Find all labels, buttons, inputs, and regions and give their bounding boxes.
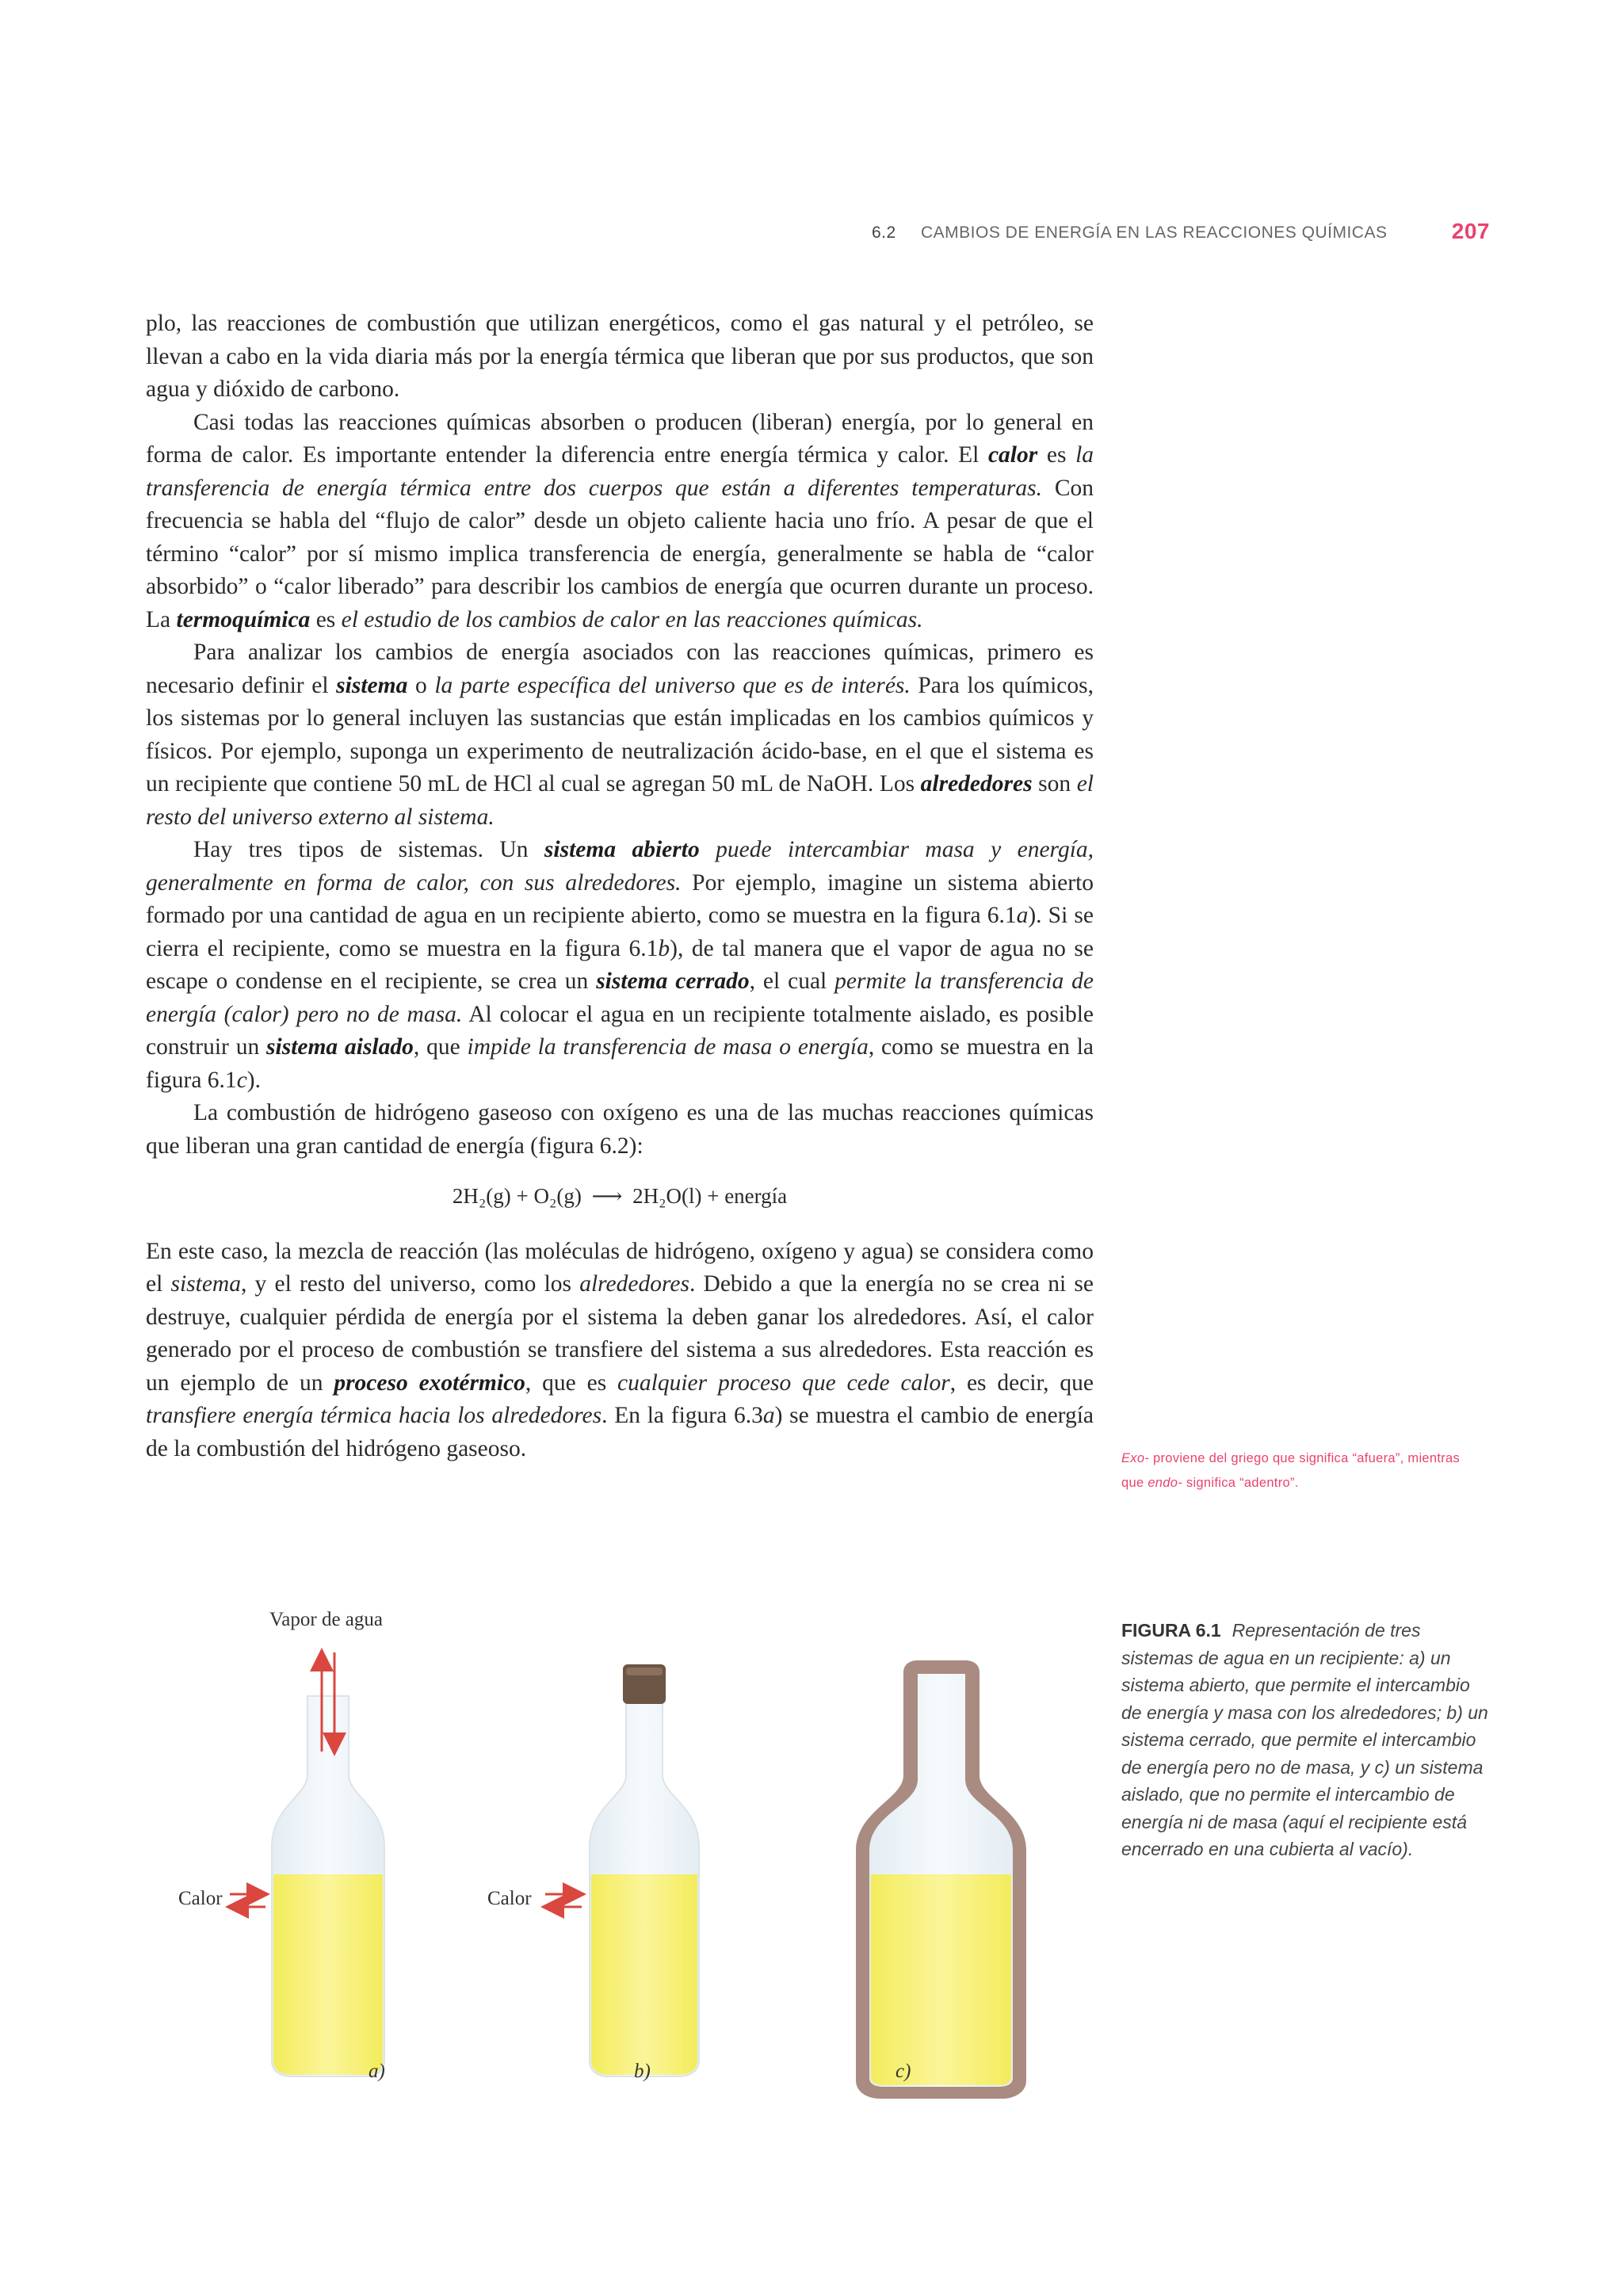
- p3c: Para los químicos, los sistemas por lo general incluyen las sustancias que están implicadas en los cambios químicos y físicos. Por ejemplo, suponga un experimento de neutralización ácido-base, en el que el sistema es un recipiente que contiene 50 mL de HCl al cual se agregan 50 mL de NaOH. Los: [146, 672, 1094, 797]
- def-exotermico-2: transfiere energía térmica hacia los alrededores: [146, 1403, 602, 1428]
- ref-fig-b: b: [658, 935, 670, 961]
- term-sistema-cerrado: sistema cerrado: [596, 968, 750, 994]
- p6g: ) se muestra el cambio de energía de la combustión del hidrógeno gaseoso.: [146, 1403, 1094, 1461]
- p4d: ). Si se cierra el recipiente, como se muestra en la figura 6.1: [146, 903, 1094, 961]
- equation-arrow: ⟶: [591, 1184, 623, 1208]
- term-sistema: sistema: [336, 672, 408, 698]
- vapor-label: Vapor de agua: [269, 1609, 383, 1630]
- section-title: CAMBIOS DE ENERGÍA EN LAS REACCIONES QUÍMICAS: [921, 223, 1388, 242]
- caption-text: Representación de tres sistemas de agua en un recipiente: a) un sistema abierto, que permite el intercambio de energía y masa con los alrededores; b) un sistema cerrado, que permite el intercambio de energía pero no de masa, y c) un sistema aislado, que no permite el intercambio de energía ni de masa (aquí el recipiente está encerrado en una cubierta al vacío).: [1121, 1620, 1488, 1859]
- bottle-c-liquid: [871, 1874, 1011, 2085]
- bottles-illustration: [206, 1609, 1030, 2100]
- p2d: es: [310, 606, 342, 632]
- p6-sistema: sistema: [170, 1271, 241, 1297]
- p3a: Para analizar los cambios de energía asociados con las reacciones químicas, primero es necesario definir el: [146, 640, 1094, 698]
- p4b: [700, 837, 716, 862]
- paragraph-5: [146, 1097, 1094, 1163]
- chemical-equation: [146, 1180, 1094, 1213]
- equation-reactants: 2H₂(g) + O₂(g): [452, 1184, 582, 1208]
- p1-text: plo, las reacciones de combustión que utilizan energéticos, como el gas natural y el petróleo, se llevan a cabo en la vida diaria más por la energía térmica que liberan que por sus productos, que son agua y dióxido de carbono.: [146, 311, 1094, 402]
- note-text-1: proviene del griego que significa “afuera”, mientras que: [1121, 1451, 1461, 1490]
- p4g: Al colocar el agua en un recipiente totalmente aislado, es posible construir un: [146, 1001, 1094, 1060]
- p3b: o: [407, 672, 435, 698]
- bottle-a-liquid: [273, 1874, 383, 2075]
- p6c: . Debido a que la energía no se crea ni se destruye, cualquier pérdida de energía por el sistema la deben ganar los alrededores. Así, el calor generado por el proceso de combustión se transfiere del sistema a sus alrededores. Esta reacción es un ejemplo de un: [146, 1271, 1094, 1396]
- p4f: , el cual: [749, 968, 835, 994]
- figure-label: FIGURA 6.1: [1121, 1620, 1221, 1641]
- bottle-b-closed: [545, 1664, 699, 2076]
- paragraph-2: [146, 407, 1094, 637]
- p6b: , y el resto del universo, como los: [240, 1271, 580, 1297]
- equation-products: 2H₂O(l) + energía: [632, 1184, 788, 1208]
- bottle-b-liquid: [591, 1874, 697, 2075]
- p4j: ).: [246, 1067, 261, 1093]
- page-number: 207: [1451, 219, 1490, 243]
- def-sistema-abierto: puede intercambiar masa y energía, generalmente en forma de calor, con sus alrededores.: [146, 837, 1094, 896]
- def-sistema: la parte específica del universo que es de interés.: [434, 672, 911, 698]
- p4c: Por ejemplo, imagine un sistema abierto formado por una cantidad de agua en un recipiente abierto, como se muestra en la figura 6.1: [146, 869, 1094, 928]
- p5: La combustión de hidrógeno gaseoso con oxígeno es una de las muchas reacciones químicas que liberan una gran cantidad de energía (figura 6.2):: [146, 1100, 1094, 1159]
- heat-label-b: Calor: [487, 1888, 532, 1909]
- p6d: , que es: [525, 1370, 618, 1396]
- note-endo: endo-: [1148, 1476, 1183, 1490]
- def-sistema-aislado: impide la transferencia de masa o energía: [467, 1034, 869, 1060]
- term-alrededores: alrededores: [920, 771, 1033, 797]
- panel-label-b: b): [634, 2061, 651, 2082]
- section-number: 6.2: [872, 223, 896, 242]
- bottle-a-open: [230, 1652, 384, 2076]
- term-sistema-abierto: sistema abierto: [544, 837, 700, 862]
- figure-6-1: [178, 1609, 1030, 2100]
- p6a: En este caso, la mezcla de reacción (las moléculas de hidrógeno, oxígeno y agua) se considera como el: [146, 1238, 1094, 1297]
- p4e: ), de tal manera que el vapor de agua no se escape o condense en el recipiente, se crea un: [146, 935, 1094, 994]
- p4i: , como se muestra en la figura 6.1: [146, 1034, 1094, 1093]
- p3d: son: [1032, 771, 1077, 797]
- figure-caption: [1121, 1617, 1494, 1863]
- def-exotermico: cualquier proceso que cede calor: [617, 1370, 950, 1396]
- p2a: Casi todas las reacciones químicas absorben o producen (liberan) energía, por lo general en forma de calor. Es importante entender la diferencia entre energía térmica y calor. El: [146, 409, 1094, 468]
- term-sistema-aislado: sistema aislado: [266, 1034, 414, 1060]
- note-text-2: significa “adentro”.: [1182, 1476, 1299, 1490]
- p4a: Hay tres tipos de sistemas. Un: [193, 837, 544, 862]
- paragraph-3: [146, 636, 1094, 834]
- p6f: . En la figura 6.3: [601, 1403, 763, 1428]
- heat-label-a: Calor: [178, 1888, 223, 1909]
- def-sistema-cerrado: permite la transferencia de energía (calor) pero no de masa.: [146, 968, 1094, 1027]
- main-text: [146, 308, 1094, 1465]
- def-calor: la transferencia de energía térmica entre dos cuerpos que están a diferentes temperaturas.: [146, 442, 1094, 501]
- ref-fig-6-3a: a: [762, 1403, 775, 1428]
- paragraph-1: [146, 308, 1094, 407]
- ref-fig-c: c: [236, 1067, 247, 1093]
- p4h: , que: [413, 1034, 468, 1060]
- p6e: , es decir, que: [949, 1370, 1094, 1396]
- paragraph-6: [146, 1236, 1094, 1466]
- bottle-c-isolated: [856, 1660, 1026, 2099]
- term-proceso-exotermico: proceso exotérmico: [334, 1370, 525, 1396]
- term-calor: calor: [987, 442, 1038, 468]
- p2c: Con frecuencia se habla del “flujo de calor” desde un objeto caliente hacia uno frío. A pesar de que el término “calor” por sí mismo implica transferencia de energía, generalmente se habla de “calor absorbido” o “calor liberado” para describir los cambios de energía que ocurren durante un proceso. La: [146, 475, 1094, 632]
- panel-label-a: a): [369, 2061, 385, 2082]
- running-header: [872, 219, 1490, 250]
- def-alrededores: el resto del universo externo al sistema.: [146, 771, 1094, 830]
- paragraph-4: [146, 834, 1094, 1097]
- term-termoquimica: termoquímica: [176, 606, 311, 632]
- p2b: es: [1037, 442, 1076, 468]
- def-termoquimica: el estudio de los cambios de calor en las reacciones químicas.: [341, 606, 923, 632]
- note-exo: Exo-: [1121, 1451, 1150, 1465]
- margin-note: [1121, 1446, 1470, 1496]
- p6-alrededores: alrededores: [579, 1271, 689, 1297]
- ref-fig-a: a: [1016, 903, 1029, 928]
- panel-label-c: c): [896, 2061, 911, 2082]
